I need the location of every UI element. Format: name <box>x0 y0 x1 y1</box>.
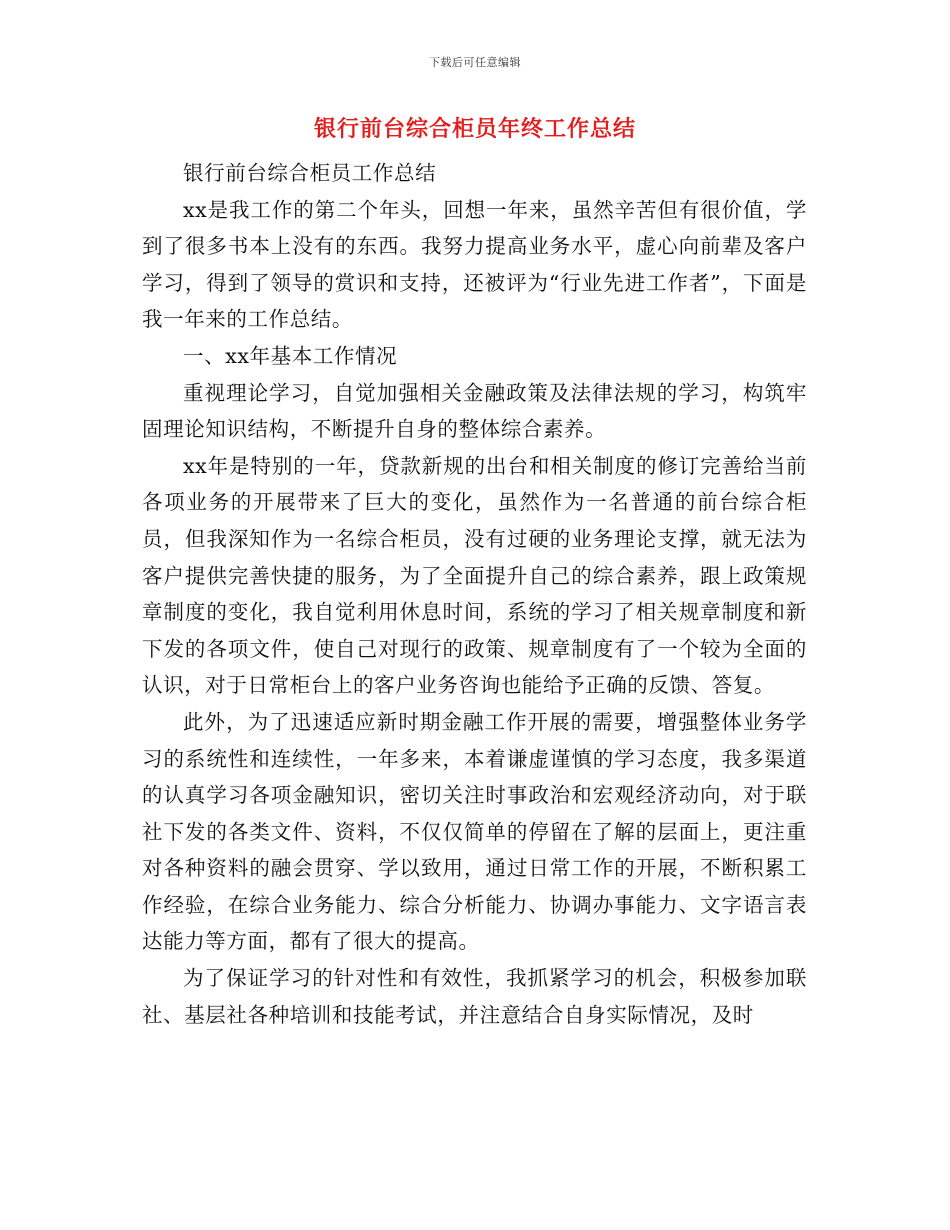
document-title: 银行前台综合柜员年终工作总结 <box>313 117 636 142</box>
body-paragraph: xx是我工作的第二个年头，回想一年来，虽然辛苦但有很价值，学到了很多书本上没有的东西。我努力提高业务水平，虚心向前辈及客户学习，得到了领导的赏识和支持，还被评为“行业先进工作者”，下面是我一年来的工作总结。 <box>142 197 807 332</box>
document-body <box>142 155 807 1033</box>
page-header-note: 下载后可任意编辑 <box>429 56 521 69</box>
body-paragraph: 为了保证学习的针对性和有效性，我抓紧学习的机会，积极参加联社、基层社各种培训和技能考试，并注意结合自身实际情况，及时 <box>142 966 807 1027</box>
subtitle-paragraph: 银行前台综合柜员工作总结 <box>183 161 437 185</box>
body-paragraph: 重视理论学习，自觉加强相关金融政策及法律法规的学习，构筑牢固理论知识结构，不断提升自身的整体综合素养。 <box>142 380 807 442</box>
section-heading: 一、xx年基本工作情况 <box>183 343 398 368</box>
body-paragraph: xx年是特别的一年，贷款新规的出台和相关制度的修订完善给当前各项业务的开展带来了巨大的变化，虽然作为一名普通的前台综合柜员，但我深知作为一名综合柜员，没有过硬的业务理论支撑，就无法为客户提供完善快捷的服务，为了全面提升自己的综合素养，跟上政策规章制度的变化，我自觉利用休息时间，系统的学习了相关规章制度和新下发的各项文件，使自己对现行的政策、规章制度有了一个较为全面的认识，对于日常柜台上的客户业务咨询也能给予正确的反馈、答复。 <box>142 453 807 698</box>
body-paragraph: 此外，为了迅速适应新时期金融工作开展的需要，增强整体业务学习的系统性和连续性，一年多来，本着谦虚谨慎的学习态度，我多渠道的认真学习各项金融知识，密切关注时事政治和宏观经济动向，对于联社下发的各类文件、资料，不仅仅简单的停留在了解的层面上，更注重对各种资料的融会贯穿、学以致用，通过日常工作的开展，不断积累工作经验，在综合业务能力、综合分析能力、协调办事能力、文字语言表达能力等方面，都有了很大的提高。 <box>142 709 807 954</box>
